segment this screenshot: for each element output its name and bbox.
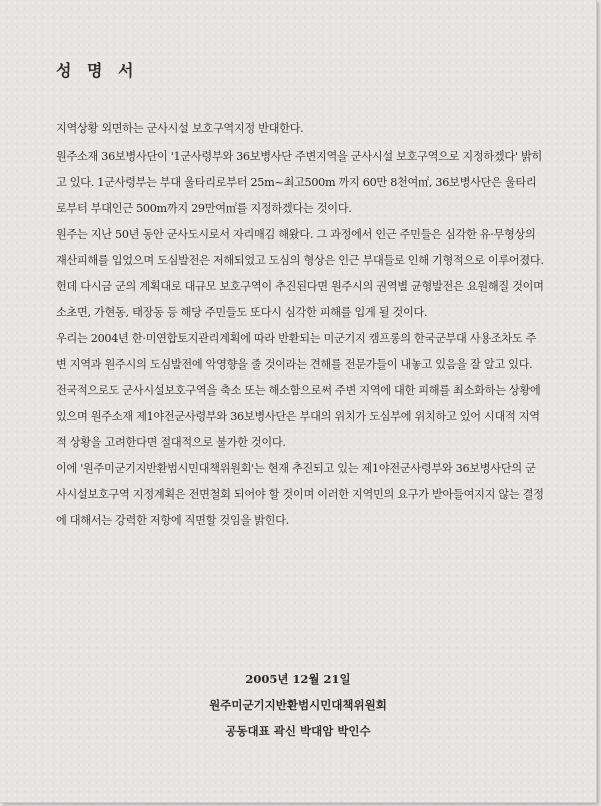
- paragraph: 헌데 다시금 군의 계획대로 대규모 보호구역이 추진된다면 원주시의 권역별 균형발전은 요원해질 것이며 소초면, 가현동, 태장동 등 해당 주민들도 또다시 심각한 피해를 입게 될 것이다.: [56, 280, 544, 319]
- paragraph: 원주소재 36보병사단이 '1군사령부와 36보병사단 주변지역을 군사시설 보호구역으로 지정하겠다' 밝히고 있다. 1군사령부는 부대 울타리로부터 25m~최고500m 까지 60만 8천여㎡, 36보병사단은 울타리로부터 부대인근 500m까지 29만여㎡를 지정하겠다는 것이다.: [56, 150, 542, 215]
- paragraph: 원주는 지난 50년 동안 군사도시로서 자리매김 해왔다. 그 과정에서 인근 주민들은 심각한 유·무형상의 재산피해를 입었으며 도심발전은 저해되었고 도심의 형상은 인근 부대들로 인해 기형적으로 이루어졌다.: [56, 228, 544, 267]
- organization-name: 원주미군기지반환범시민대책위원회: [209, 698, 387, 712]
- document-title: 성 명 서: [56, 61, 139, 80]
- document-date: 2005년 12월 21일: [245, 672, 351, 686]
- signature-block: [0, 666, 596, 744]
- paragraph: 이에 '원주미군기지반환범시민대책위원회'는 현재 추진되고 있는 제1야전군사령부와 36보병사단의 군사시설보호구역 지정계획은 전면철회 되어야 할 것이며 이러한 지역민의 요구가 받아들여지지 않는 결정에 대해서는 강력한 저항에 직면할 것임을 밝힌다.: [56, 462, 544, 527]
- document-body: [56, 116, 546, 534]
- paragraph: 전국적으로도 군사시설보호구역을 축소 또는 해소함으로써 주변 지역에 대한 피해를 최소화하는 상황에 있으며 원주소재 제1야전군사령부와 36보병사단은 부대의 위치가 도심부에 위치하고 있어 시대적 지역적 상황을 고려한다면 절대적으로 불가한 것이다.: [56, 384, 541, 449]
- paragraph: 우리는 2004년 한·미연합토지관리계획에 따라 반환되는 미군기지 캠프롱의 한국군부대 사용조차도 주변 지역과 원주시의 도심발전에 악영향을 줄 것이라는 견해를 전문가들이 내놓고 있음을 잘 알고 있다.: [56, 332, 537, 371]
- paragraph: 지역상황 외면하는 군사시설 보호구역지정 반대한다.: [56, 122, 304, 135]
- representatives: 공동대표 곽신 박대암 박인수: [225, 724, 371, 738]
